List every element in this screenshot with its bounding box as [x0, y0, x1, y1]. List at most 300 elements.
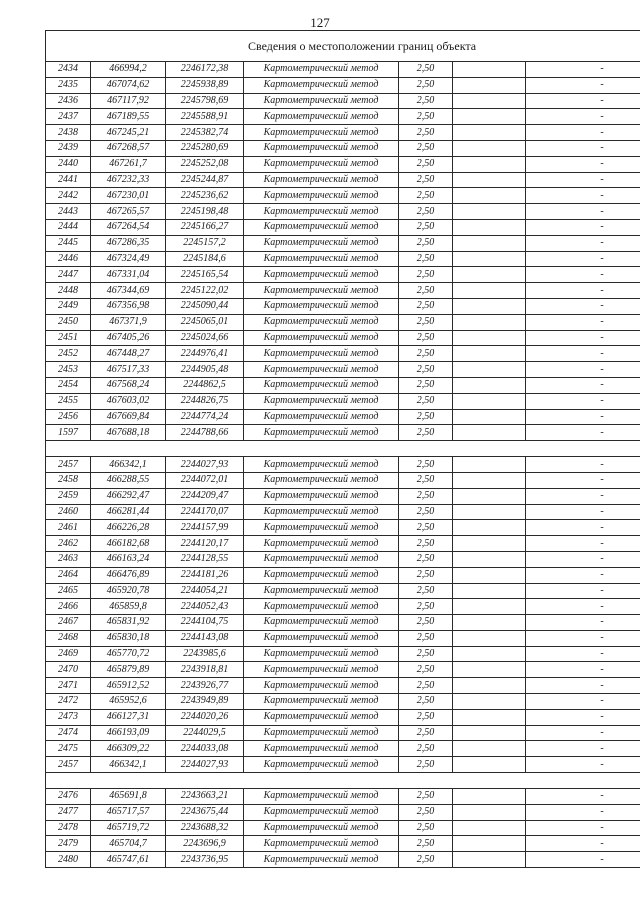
group-separator-cell — [46, 773, 640, 789]
page-number: 127 — [310, 15, 330, 30]
x-coordinate-cell: 466342,1 — [91, 757, 166, 773]
point-number-cell: 2449 — [46, 298, 91, 314]
table-row — [46, 283, 640, 299]
table-row — [46, 125, 640, 141]
table-row — [46, 393, 640, 409]
point-number-cell: 2463 — [46, 551, 91, 567]
point-number-cell: 2457 — [46, 457, 91, 473]
method-cell: Картометрический метод — [244, 599, 399, 615]
table-row — [46, 219, 640, 235]
y-coordinate-cell: 2244027,93 — [166, 757, 244, 773]
method-cell: Картометрический метод — [244, 646, 399, 662]
point-number-cell: 2468 — [46, 630, 91, 646]
description-cell: - — [526, 109, 640, 125]
method-cell: Картометрический метод — [244, 393, 399, 409]
method-cell: Картометрический метод — [244, 852, 399, 868]
x-coordinate-cell: 467356,98 — [91, 298, 166, 314]
table-row — [46, 820, 640, 836]
extra-cell — [453, 678, 526, 694]
point-number-cell: 2445 — [46, 235, 91, 251]
y-coordinate-cell: 2244181,26 — [166, 567, 244, 583]
point-number-cell: 2454 — [46, 377, 91, 393]
table-row — [46, 330, 640, 346]
method-cell: Картометрический метод — [244, 330, 399, 346]
extra-cell — [453, 836, 526, 852]
accuracy-cell: 2,50 — [399, 457, 453, 473]
extra-cell — [453, 472, 526, 488]
description-cell: - — [526, 377, 640, 393]
extra-cell — [453, 488, 526, 504]
method-cell: Картометрический метод — [244, 567, 399, 583]
point-number-cell: 2458 — [46, 472, 91, 488]
table-row — [46, 425, 640, 441]
method-cell: Картометрический метод — [244, 77, 399, 93]
table-row — [46, 757, 640, 773]
extra-cell — [453, 804, 526, 820]
accuracy-cell: 2,50 — [399, 62, 453, 78]
table-row — [46, 251, 640, 267]
method-cell: Картометрический метод — [244, 662, 399, 678]
method-cell: Картометрический метод — [244, 583, 399, 599]
extra-cell — [453, 377, 526, 393]
x-coordinate-cell: 467517,33 — [91, 362, 166, 378]
accuracy-cell: 2,50 — [399, 804, 453, 820]
accuracy-cell: 2,50 — [399, 504, 453, 520]
table-row — [46, 551, 640, 567]
point-number-cell: 2440 — [46, 156, 91, 172]
accuracy-cell: 2,50 — [399, 725, 453, 741]
accuracy-cell: 2,50 — [399, 694, 453, 710]
extra-cell — [453, 567, 526, 583]
accuracy-cell: 2,50 — [399, 346, 453, 362]
description-cell: - — [526, 93, 640, 109]
accuracy-cell: 2,50 — [399, 789, 453, 805]
description-cell: - — [526, 251, 640, 267]
table-row — [46, 646, 640, 662]
method-cell: Картометрический метод — [244, 314, 399, 330]
accuracy-cell: 2,50 — [399, 251, 453, 267]
point-number-cell: 2437 — [46, 109, 91, 125]
extra-cell — [453, 267, 526, 283]
description-cell: - — [526, 188, 640, 204]
table-row — [46, 409, 640, 425]
x-coordinate-cell: 467189,55 — [91, 109, 166, 125]
extra-cell — [453, 251, 526, 267]
extra-cell — [453, 536, 526, 552]
accuracy-cell: 2,50 — [399, 520, 453, 536]
x-coordinate-cell: 467669,84 — [91, 409, 166, 425]
point-number-cell: 2438 — [46, 125, 91, 141]
method-cell: Картометрический метод — [244, 125, 399, 141]
method-cell: Картометрический метод — [244, 283, 399, 299]
point-number-cell: 2478 — [46, 820, 91, 836]
x-coordinate-cell: 465691,8 — [91, 789, 166, 805]
extra-cell — [453, 694, 526, 710]
accuracy-cell: 2,50 — [399, 488, 453, 504]
point-number-cell: 2434 — [46, 62, 91, 78]
point-number-cell: 2450 — [46, 314, 91, 330]
method-cell: Картометрический метод — [244, 235, 399, 251]
point-number-cell: 2461 — [46, 520, 91, 536]
accuracy-cell: 2,50 — [399, 377, 453, 393]
point-number-cell: 2447 — [46, 267, 91, 283]
description-cell: - — [526, 62, 640, 78]
y-coordinate-cell: 2245938,89 — [166, 77, 244, 93]
table-row — [46, 140, 640, 156]
point-number-cell: 2446 — [46, 251, 91, 267]
accuracy-cell: 2,50 — [399, 646, 453, 662]
method-cell: Картометрический метод — [244, 219, 399, 235]
x-coordinate-cell: 466994,2 — [91, 62, 166, 78]
description-cell: - — [526, 709, 640, 725]
y-coordinate-cell: 2244029,5 — [166, 725, 244, 741]
table-row — [46, 630, 640, 646]
y-coordinate-cell: 2243736,95 — [166, 852, 244, 868]
description-cell: - — [526, 77, 640, 93]
accuracy-cell: 2,50 — [399, 551, 453, 567]
method-cell: Картометрический метод — [244, 789, 399, 805]
accuracy-cell: 2,50 — [399, 741, 453, 757]
table-row — [46, 804, 640, 820]
accuracy-cell: 2,50 — [399, 330, 453, 346]
extra-cell — [453, 346, 526, 362]
method-cell: Картометрический метод — [244, 804, 399, 820]
description-cell: - — [526, 757, 640, 773]
y-coordinate-cell: 2244788,66 — [166, 425, 244, 441]
point-number-cell: 2467 — [46, 615, 91, 631]
extra-cell — [453, 520, 526, 536]
accuracy-cell: 2,50 — [399, 836, 453, 852]
x-coordinate-cell: 466292,47 — [91, 488, 166, 504]
y-coordinate-cell: 2244120,17 — [166, 536, 244, 552]
y-coordinate-cell: 2243696,9 — [166, 836, 244, 852]
table-row — [46, 567, 640, 583]
extra-cell — [453, 188, 526, 204]
extra-cell — [453, 425, 526, 441]
point-number-cell: 2470 — [46, 662, 91, 678]
point-number-cell: 2479 — [46, 836, 91, 852]
point-number-cell: 2442 — [46, 188, 91, 204]
x-coordinate-cell: 467265,57 — [91, 204, 166, 220]
y-coordinate-cell: 2245065,01 — [166, 314, 244, 330]
extra-cell — [453, 235, 526, 251]
method-cell: Картометрический метод — [244, 298, 399, 314]
accuracy-cell: 2,50 — [399, 93, 453, 109]
point-number-cell: 2452 — [46, 346, 91, 362]
description-cell: - — [526, 457, 640, 473]
y-coordinate-cell: 2245184,6 — [166, 251, 244, 267]
accuracy-cell: 2,50 — [399, 425, 453, 441]
y-coordinate-cell: 2244128,55 — [166, 551, 244, 567]
table-row — [46, 472, 640, 488]
method-cell: Картометрический метод — [244, 820, 399, 836]
extra-cell — [453, 741, 526, 757]
accuracy-cell: 2,50 — [399, 314, 453, 330]
y-coordinate-cell: 2245157,2 — [166, 235, 244, 251]
point-number-cell: 2436 — [46, 93, 91, 109]
table-title: Сведения о местоположении границ объекта — [46, 31, 640, 62]
x-coordinate-cell: 467688,18 — [91, 425, 166, 441]
group-separator-row — [46, 773, 640, 789]
accuracy-cell: 2,50 — [399, 393, 453, 409]
method-cell: Картометрический метод — [244, 267, 399, 283]
accuracy-cell: 2,50 — [399, 567, 453, 583]
y-coordinate-cell: 2244072,01 — [166, 472, 244, 488]
accuracy-cell: 2,50 — [399, 757, 453, 773]
table-row — [46, 678, 640, 694]
method-cell: Картометрический метод — [244, 204, 399, 220]
description-cell: - — [526, 267, 640, 283]
method-cell: Картометрический метод — [244, 409, 399, 425]
description-cell: - — [526, 298, 640, 314]
accuracy-cell: 2,50 — [399, 109, 453, 125]
description-cell: - — [526, 409, 640, 425]
accuracy-cell: 2,50 — [399, 662, 453, 678]
table-row — [46, 836, 640, 852]
method-cell: Картометрический метод — [244, 488, 399, 504]
extra-cell — [453, 551, 526, 567]
accuracy-cell: 2,50 — [399, 630, 453, 646]
x-coordinate-cell: 467405,26 — [91, 330, 166, 346]
accuracy-cell: 2,50 — [399, 362, 453, 378]
accuracy-cell: 2,50 — [399, 219, 453, 235]
y-coordinate-cell: 2245244,87 — [166, 172, 244, 188]
x-coordinate-cell: 466182,68 — [91, 536, 166, 552]
method-cell: Картометрический метод — [244, 425, 399, 441]
accuracy-cell: 2,50 — [399, 615, 453, 631]
description-cell: - — [526, 472, 640, 488]
method-cell: Картометрический метод — [244, 536, 399, 552]
point-number-cell: 2435 — [46, 77, 91, 93]
extra-cell — [453, 172, 526, 188]
description-cell: - — [526, 536, 640, 552]
table-row — [46, 298, 640, 314]
x-coordinate-cell: 465879,89 — [91, 662, 166, 678]
y-coordinate-cell: 2243926,77 — [166, 678, 244, 694]
extra-cell — [453, 77, 526, 93]
y-coordinate-cell: 2244052,43 — [166, 599, 244, 615]
accuracy-cell: 2,50 — [399, 820, 453, 836]
y-coordinate-cell: 2245166,27 — [166, 219, 244, 235]
description-cell: - — [526, 789, 640, 805]
y-coordinate-cell: 2244020,26 — [166, 709, 244, 725]
table-row — [46, 615, 640, 631]
description-cell: - — [526, 172, 640, 188]
x-coordinate-cell: 466476,89 — [91, 567, 166, 583]
table-row — [46, 156, 640, 172]
x-coordinate-cell: 465770,72 — [91, 646, 166, 662]
table-row — [46, 204, 640, 220]
y-coordinate-cell: 2245252,08 — [166, 156, 244, 172]
description-cell: - — [526, 140, 640, 156]
x-coordinate-cell: 467264,54 — [91, 219, 166, 235]
x-coordinate-cell: 467230,01 — [91, 188, 166, 204]
point-number-cell: 2448 — [46, 283, 91, 299]
description-cell: - — [526, 567, 640, 583]
table-row — [46, 709, 640, 725]
x-coordinate-cell: 465859,8 — [91, 599, 166, 615]
method-cell: Картометрический метод — [244, 62, 399, 78]
description-cell: - — [526, 551, 640, 567]
x-coordinate-cell: 466342,1 — [91, 457, 166, 473]
description-cell: - — [526, 504, 640, 520]
accuracy-cell: 2,50 — [399, 536, 453, 552]
point-number-cell: 2465 — [46, 583, 91, 599]
point-number-cell: 2464 — [46, 567, 91, 583]
point-number-cell: 2444 — [46, 219, 91, 235]
extra-cell — [453, 204, 526, 220]
x-coordinate-cell: 465952,6 — [91, 694, 166, 710]
y-coordinate-cell: 2244826,75 — [166, 393, 244, 409]
x-coordinate-cell: 466226,28 — [91, 520, 166, 536]
table-row — [46, 520, 640, 536]
method-cell: Картометрический метод — [244, 757, 399, 773]
x-coordinate-cell: 465747,61 — [91, 852, 166, 868]
table-row — [46, 789, 640, 805]
table-row — [46, 235, 640, 251]
x-coordinate-cell: 467371,9 — [91, 314, 166, 330]
extra-cell — [453, 457, 526, 473]
y-coordinate-cell: 2245382,74 — [166, 125, 244, 141]
table-row — [46, 62, 640, 78]
method-cell: Картометрический метод — [244, 156, 399, 172]
method-cell: Картометрический метод — [244, 741, 399, 757]
description-cell: - — [526, 678, 640, 694]
x-coordinate-cell: 467324,49 — [91, 251, 166, 267]
point-number-cell: 2455 — [46, 393, 91, 409]
table-row — [46, 741, 640, 757]
accuracy-cell: 2,50 — [399, 472, 453, 488]
method-cell: Картометрический метод — [244, 551, 399, 567]
y-coordinate-cell: 2244033,08 — [166, 741, 244, 757]
description-cell: - — [526, 741, 640, 757]
y-coordinate-cell: 2245122,02 — [166, 283, 244, 299]
x-coordinate-cell: 465717,57 — [91, 804, 166, 820]
accuracy-cell: 2,50 — [399, 140, 453, 156]
y-coordinate-cell: 2244157,99 — [166, 520, 244, 536]
method-cell: Картометрический метод — [244, 725, 399, 741]
method-cell: Картометрический метод — [244, 362, 399, 378]
x-coordinate-cell: 467286,35 — [91, 235, 166, 251]
extra-cell — [453, 409, 526, 425]
extra-cell — [453, 789, 526, 805]
point-number-cell: 2476 — [46, 789, 91, 805]
table-row — [46, 109, 640, 125]
extra-cell — [453, 109, 526, 125]
accuracy-cell: 2,50 — [399, 852, 453, 868]
table-row — [46, 852, 640, 868]
table-row — [46, 504, 640, 520]
table-row — [46, 536, 640, 552]
description-cell: - — [526, 694, 640, 710]
table-row — [46, 599, 640, 615]
description-cell: - — [526, 520, 640, 536]
extra-cell — [453, 62, 526, 78]
y-coordinate-cell: 2245198,48 — [166, 204, 244, 220]
point-number-cell: 2480 — [46, 852, 91, 868]
extra-cell — [453, 852, 526, 868]
method-cell: Картометрический метод — [244, 520, 399, 536]
method-cell: Картометрический метод — [244, 694, 399, 710]
description-cell: - — [526, 156, 640, 172]
x-coordinate-cell: 465704,7 — [91, 836, 166, 852]
x-coordinate-cell: 466163,24 — [91, 551, 166, 567]
description-cell: - — [526, 425, 640, 441]
point-number-cell: 2457 — [46, 757, 91, 773]
extra-cell — [453, 583, 526, 599]
y-coordinate-cell: 2243688,32 — [166, 820, 244, 836]
accuracy-cell: 2,50 — [399, 678, 453, 694]
extra-cell — [453, 330, 526, 346]
accuracy-cell: 2,50 — [399, 125, 453, 141]
x-coordinate-cell: 467344,69 — [91, 283, 166, 299]
method-cell: Картометрический метод — [244, 836, 399, 852]
description-cell: - — [526, 362, 640, 378]
table-row — [46, 662, 640, 678]
description-cell: - — [526, 662, 640, 678]
description-cell: - — [526, 804, 640, 820]
method-cell: Картометрический метод — [244, 140, 399, 156]
x-coordinate-cell: 466193,09 — [91, 725, 166, 741]
x-coordinate-cell: 467568,24 — [91, 377, 166, 393]
y-coordinate-cell: 2245236,62 — [166, 188, 244, 204]
description-cell: - — [526, 314, 640, 330]
method-cell: Картометрический метод — [244, 472, 399, 488]
point-number-cell: 2466 — [46, 599, 91, 615]
accuracy-cell: 2,50 — [399, 77, 453, 93]
x-coordinate-cell: 467603,02 — [91, 393, 166, 409]
x-coordinate-cell: 467261,7 — [91, 156, 166, 172]
point-number-cell: 2453 — [46, 362, 91, 378]
description-cell: - — [526, 488, 640, 504]
table-row — [46, 457, 640, 473]
x-coordinate-cell: 466309,22 — [91, 741, 166, 757]
point-number-cell: 2441 — [46, 172, 91, 188]
description-cell: - — [526, 125, 640, 141]
table-row — [46, 488, 640, 504]
x-coordinate-cell: 467268,57 — [91, 140, 166, 156]
extra-cell — [453, 314, 526, 330]
method-cell: Картометрический метод — [244, 615, 399, 631]
description-cell: - — [526, 330, 640, 346]
table-row — [46, 188, 640, 204]
method-cell: Картометрический метод — [244, 188, 399, 204]
description-cell: - — [526, 235, 640, 251]
table-row — [46, 377, 640, 393]
table-row — [46, 346, 640, 362]
x-coordinate-cell: 467117,92 — [91, 93, 166, 109]
y-coordinate-cell: 2243949,89 — [166, 694, 244, 710]
table-title-row — [46, 31, 640, 62]
y-coordinate-cell: 2245280,69 — [166, 140, 244, 156]
method-cell: Картометрический метод — [244, 709, 399, 725]
table-row — [46, 267, 640, 283]
y-coordinate-cell: 2244054,21 — [166, 583, 244, 599]
point-number-cell: 2439 — [46, 140, 91, 156]
extra-cell — [453, 709, 526, 725]
table-row — [46, 314, 640, 330]
group-separator-row — [46, 441, 640, 457]
point-number-cell: 2471 — [46, 678, 91, 694]
point-number-cell: 2472 — [46, 694, 91, 710]
y-coordinate-cell: 2244143,08 — [166, 630, 244, 646]
table-row — [46, 77, 640, 93]
table-row — [46, 172, 640, 188]
point-number-cell: 2456 — [46, 409, 91, 425]
y-coordinate-cell: 2244027,93 — [166, 457, 244, 473]
description-cell: - — [526, 630, 640, 646]
method-cell: Картометрический метод — [244, 93, 399, 109]
